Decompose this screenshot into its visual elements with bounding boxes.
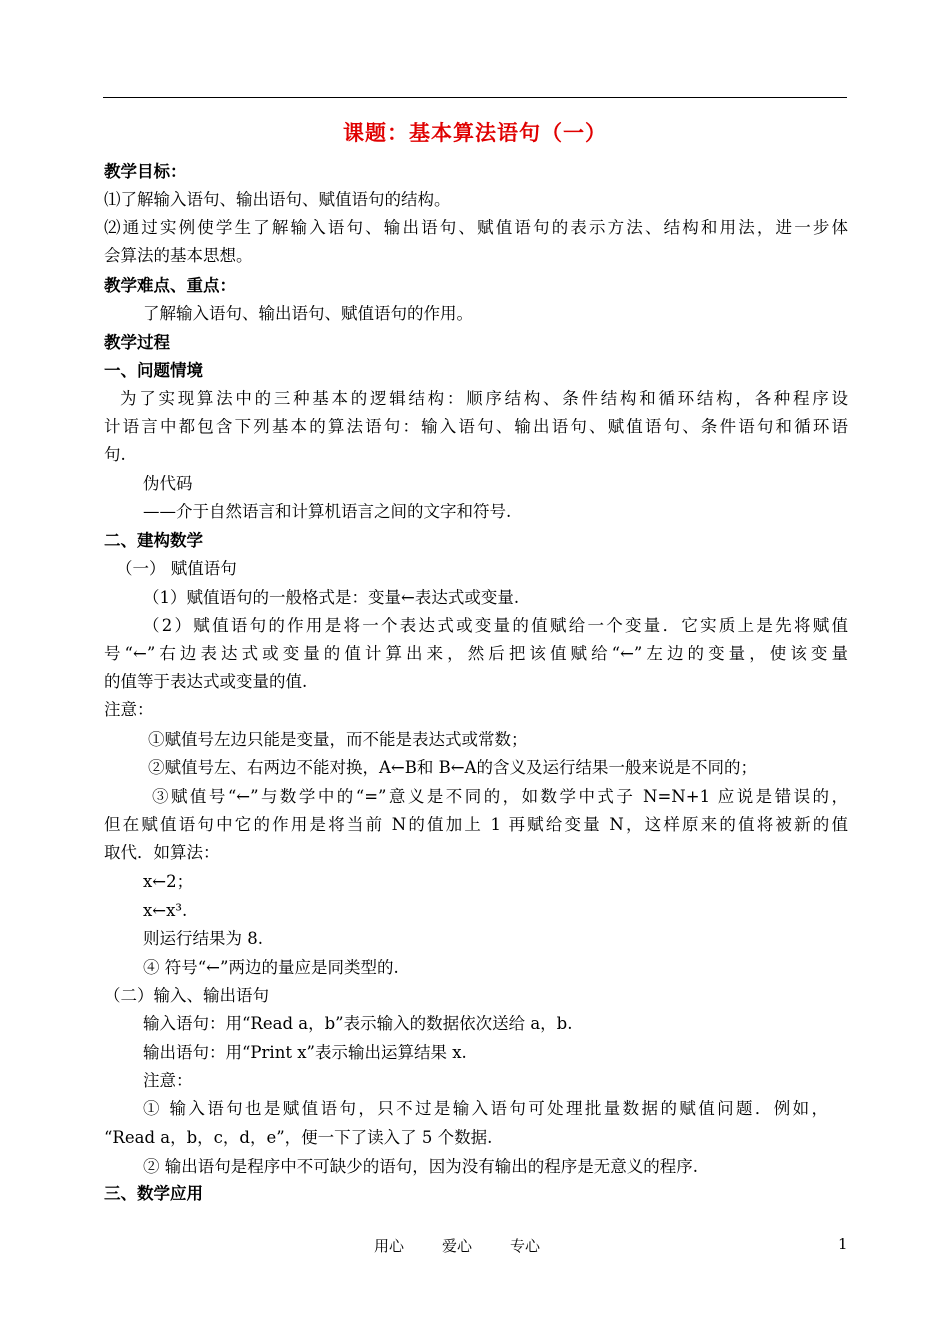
- text-line: 输出语句：用“Print x”表示输出运算结果 x.: [143, 1043, 467, 1062]
- text-line: 的值等于表达式或变量的值.: [104, 672, 308, 691]
- text-line: ⑵通过实例使学生了解输入语句、输出语句、赋值语句的表示方法、结构和用法，进一步体: [104, 218, 848, 237]
- text-line: （1）赋值语句的一般格式是：变量←表达式或变量.: [143, 588, 520, 607]
- text-line: 伪代码: [143, 474, 193, 493]
- text-line: 为了实现算法中的三种基本的逻辑结构：顺序结构、条件结构和循环结构，各种程序设: [120, 389, 848, 408]
- text-line: 但在赋值语句中它的作用是将当前 N的值加上 1 再赋给变量 N，这样原来的值将被新的值: [104, 815, 848, 834]
- page-number: 1: [838, 1235, 848, 1253]
- text-line: 号“←”右边表达式或变量的值计算出来，然后把该值赋给“←”左边的变量，使该变量: [104, 644, 848, 663]
- text-line: ④ 符号“←”两边的量应是同类型的.: [143, 958, 399, 977]
- text-line: （二）输入、输出语句: [104, 986, 269, 1005]
- text-line: ——介于自然语言和计算机语言之间的文字和符号.: [143, 502, 512, 521]
- text-line: ② 输出语句是程序中不可缺少的语句，因为没有输出的程序是无意义的程序.: [143, 1157, 698, 1176]
- section-heading: 三、数学应用: [104, 1184, 203, 1203]
- text-line: ⑴了解输入语句、输出语句、赋值语句的结构。: [104, 190, 451, 209]
- footer-motto: [374, 1235, 578, 1256]
- text-line: 则运行结果为 8.: [143, 929, 263, 948]
- text-line: 注意：: [143, 1071, 193, 1090]
- section-heading: 教学过程: [104, 333, 170, 352]
- text-line: ②赋值号左、右两边不能对换，A←B和 B←A的含义及运行结果一般来说是不同的；: [148, 758, 757, 777]
- page-title: 课题：基本算法语句（一）: [343, 121, 607, 145]
- text-line: 了解输入语句、输出语句、赋值语句的作用。: [143, 304, 473, 323]
- text-line: 取代．如算法：: [104, 843, 220, 862]
- text-line: 计语言中都包含下列基本的算法语句：输入语句、输出语句、赋值语句、条件语句和循环语: [104, 417, 848, 436]
- section-heading: 二、建构数学: [104, 531, 203, 550]
- text-line: 输入语句：用“Read a，b”表示输入的数据依次送给 a，b.: [143, 1014, 573, 1033]
- text-line: （一） 赋值语句: [116, 559, 237, 578]
- text-line: ① 输入语句也是赋值语句，只不过是输入语句可处理批量数据的赋值问题．例如，: [143, 1099, 828, 1118]
- section-heading: 教学目标：: [104, 162, 187, 181]
- text-line: “Read a，b，c，d，e”，便一下了读入了 5 个数据.: [104, 1128, 493, 1147]
- footer-motto-item: 用心: [374, 1237, 405, 1255]
- header-rule: [103, 97, 847, 98]
- footer-motto-item: 爱心: [442, 1237, 473, 1255]
- text-line: ③赋值号“←”与数学中的“=”意义是不同的，如数学中式子 N=N+1 应说是错误的，: [152, 787, 848, 806]
- section-heading: 一、问题情境: [104, 361, 203, 380]
- text-line: （2）赋值语句的作用是将一个表达式或变量的值赋给一个变量．它实质上是先将赋值: [143, 616, 848, 635]
- text-line: 注意：: [104, 700, 154, 719]
- text-line: x←2；: [143, 872, 194, 891]
- text-line: x←x³.: [143, 901, 188, 920]
- text-line: 句.: [104, 445, 126, 464]
- text-line: ①赋值号左边只能是变量，而不能是表达式或常数；: [148, 730, 528, 749]
- footer-motto-item: 专心: [510, 1237, 541, 1255]
- section-heading: 教学难点、重点：: [104, 276, 236, 295]
- text-line: 会算法的基本思想。: [104, 246, 253, 265]
